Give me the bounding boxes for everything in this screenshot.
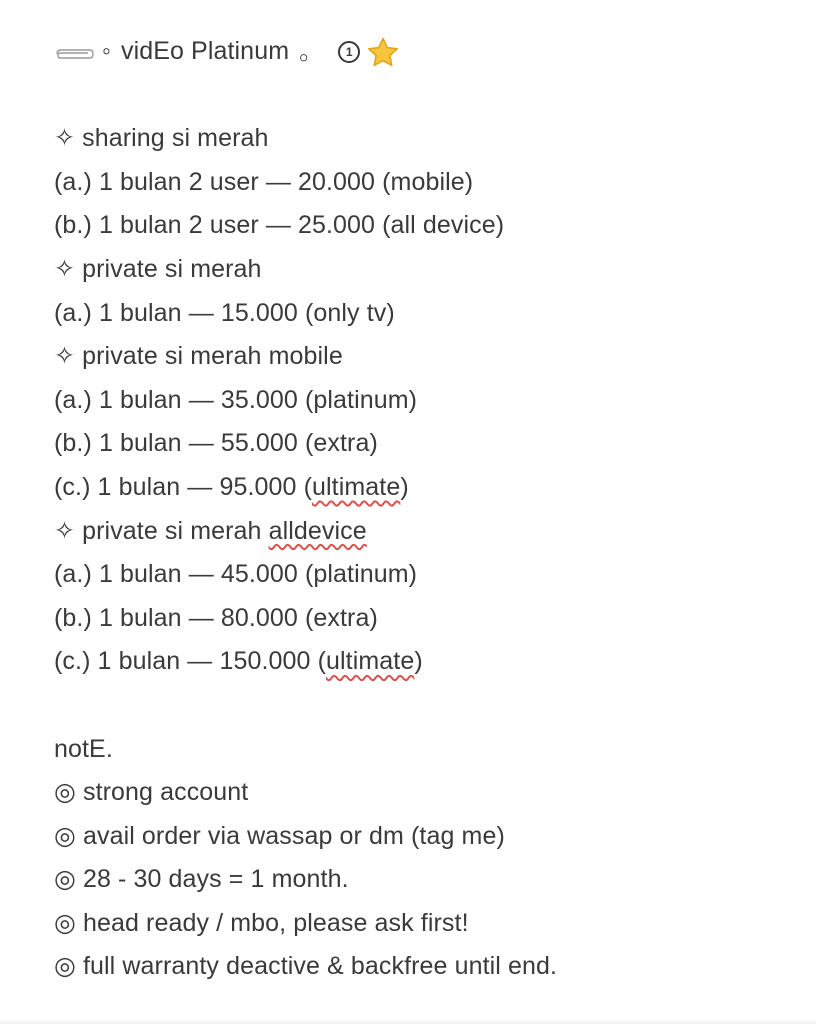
star-icon: [366, 36, 400, 70]
list-item: (b.) 1 bulan — 55.000 (extra): [54, 429, 378, 458]
misspelled-word[interactable]: ultimate: [326, 647, 415, 676]
sparkle-bullet-icon: ✧: [54, 254, 76, 283]
bullseye-bullet-icon: ◎: [54, 908, 76, 937]
note-title: [54, 30, 794, 74]
note-heading: notE.: [54, 734, 113, 763]
section-heading: ✧ private si merah: [54, 254, 262, 283]
list-item: (a.) 1 bulan — 35.000 (platinum): [54, 385, 418, 414]
blank-line: [54, 684, 794, 728]
list-item: (a.) 1 bulan — 45.000 (platinum): [54, 560, 418, 589]
list-item: (a.) 1 bulan — 15.000 (only tv): [54, 298, 395, 327]
bottom-edge: [0, 1018, 816, 1024]
bullseye-bullet-icon: ◎: [54, 952, 76, 981]
bullseye-bullet-icon: ◎: [54, 821, 76, 850]
misspelled-word[interactable]: ultimate: [312, 472, 401, 501]
note-item: ◎ strong account: [54, 778, 249, 807]
note-item: ◎ head ready / mbo, please ask first!: [54, 908, 469, 937]
title-suffix: 。: [299, 37, 325, 65]
bullseye-bullet-icon: ◎: [54, 865, 76, 894]
blank-line: [54, 74, 794, 118]
note-item: ◎ 28 - 30 days = 1 month.: [54, 865, 349, 894]
misspelled-word[interactable]: alldevice: [268, 516, 367, 545]
sparkle-bullet-icon: ✧: [54, 516, 76, 545]
circled-number-icon: 1: [338, 41, 360, 63]
list-item: (b.) 1 bulan 2 user — 25.000 (all device): [54, 211, 505, 240]
paperclip-icon: [54, 49, 94, 59]
note-body[interactable]: [54, 30, 794, 989]
bullseye-bullet-icon: ◎: [54, 778, 76, 807]
note-item: ◎ full warranty deactive & backfree until end.: [54, 952, 558, 981]
section-heading: ✧ private si merah mobile: [54, 342, 343, 371]
list-item: (c.) 1 bulan — 95.000 (ultimate): [54, 472, 409, 501]
title-prefix: ◦: [102, 37, 111, 65]
list-item: (b.) 1 bulan — 80.000 (extra): [54, 603, 378, 632]
sparkle-bullet-icon: ✧: [54, 342, 76, 371]
sparkle-bullet-icon: ✧: [54, 124, 76, 153]
title-text: vidEo Platinum: [120, 37, 290, 65]
section-heading: ✧ sharing si merah: [54, 124, 269, 153]
list-item: (a.) 1 bulan 2 user — 20.000 (mobile): [54, 167, 474, 196]
section-heading: ✧ private si merah alldevice: [54, 516, 367, 545]
list-item: (c.) 1 bulan — 150.000 (ultimate): [54, 647, 423, 676]
note-item: ◎ avail order via wassap or dm (tag me): [54, 821, 505, 850]
